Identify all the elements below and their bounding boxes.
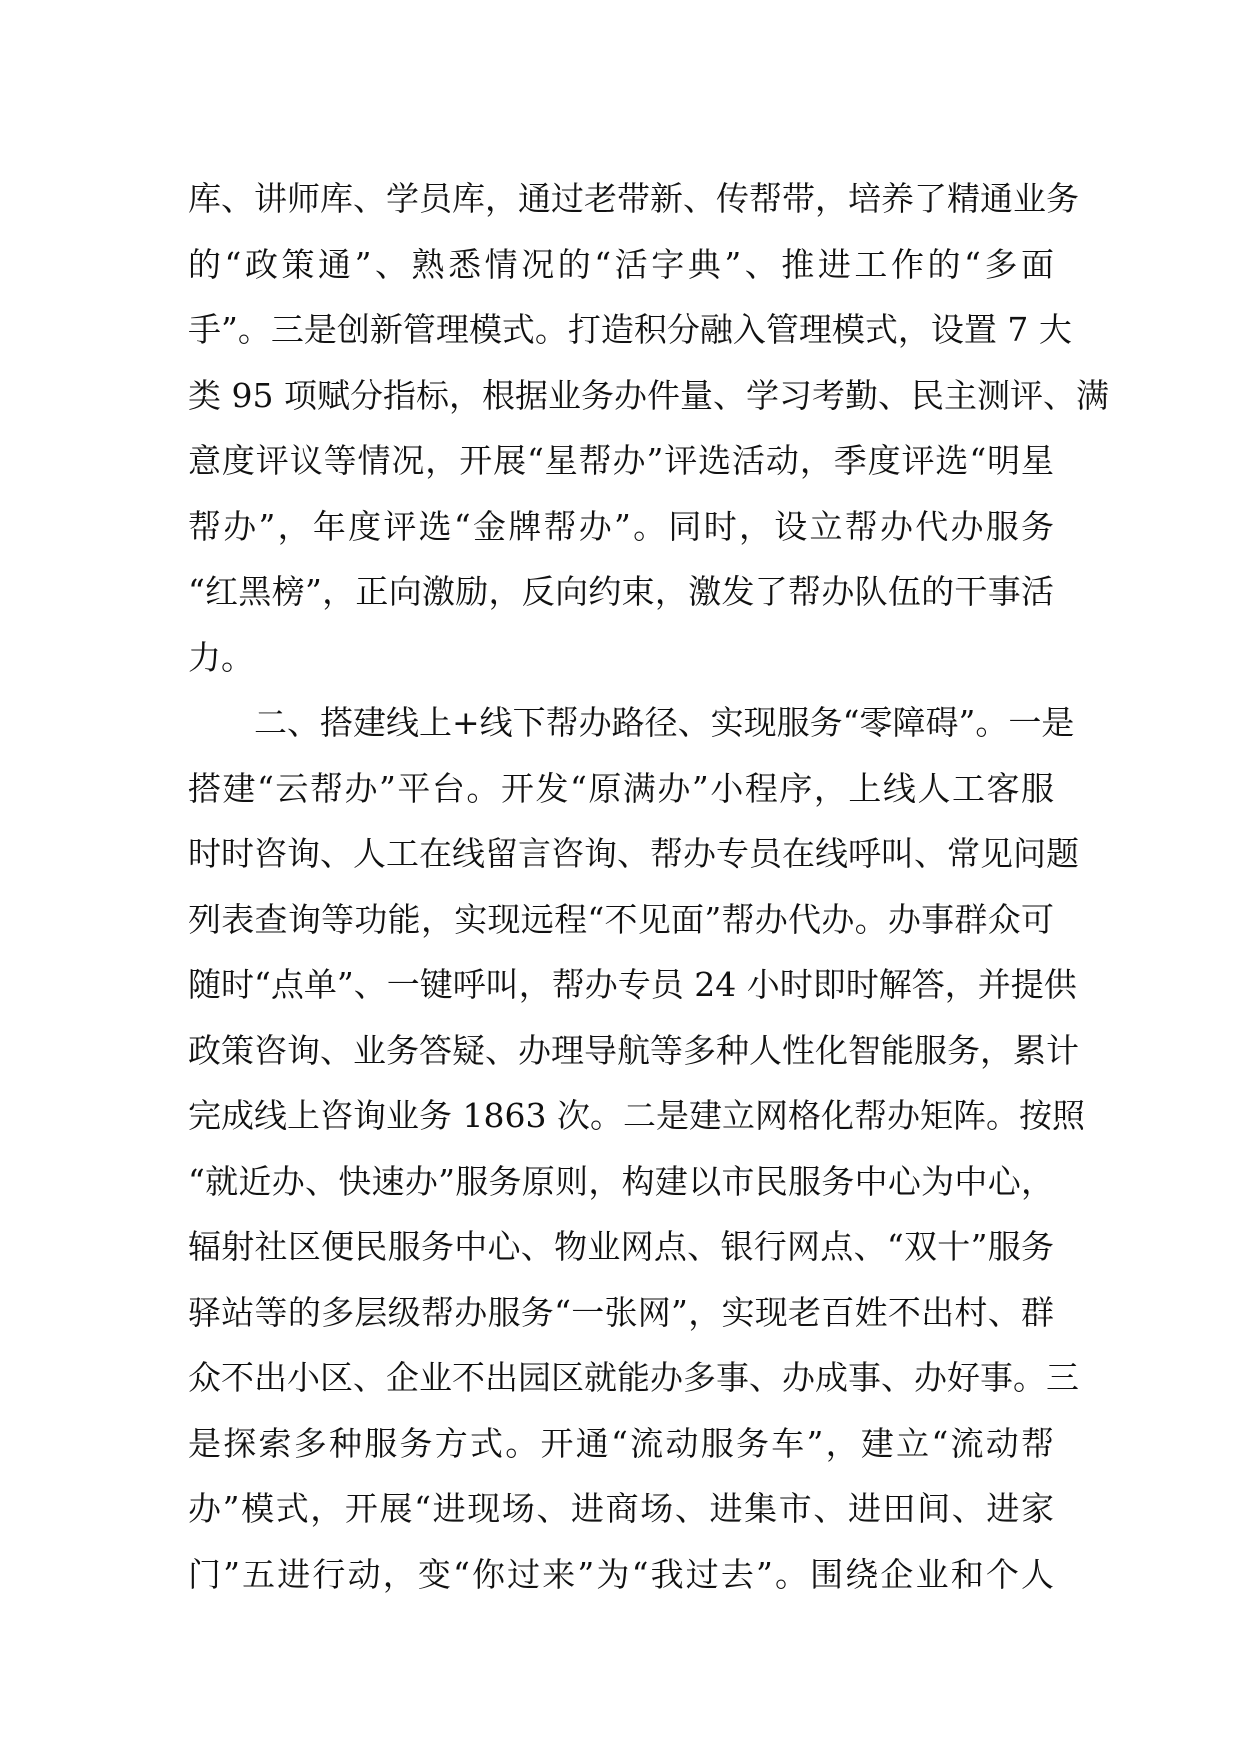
text-line: 时时咨询、人工在线留言咨询、帮办专员在线呼叫、常见问题: [188, 834, 1079, 873]
text-line: 门”五进行动，变“你过来”为“我过去”。围绕企业和个人: [188, 1554, 1054, 1594]
text-line: 政策咨询、业务答疑、办理导航等多种人性化智能服务，累计: [188, 1030, 1079, 1070]
text-line: 库、讲师库、学员库，通过老带新、传帮带，培养了精通业务: [188, 179, 1079, 218]
text-line: 众不出小区、企业不出园区就能办多事、办成事、办好事。三: [188, 1358, 1079, 1397]
text-line: 驿站等的多层级帮办服务“一张网”，实现老百姓不出村、群: [188, 1292, 1054, 1332]
text-line: 列表查询等功能，实现远程“不见面”帮办代办。办事群众可: [188, 899, 1054, 939]
text-line: 帮办”，年度评选“金牌帮办”。同时，设立帮办代办服务: [188, 506, 1054, 546]
text-line: “红黑榜”，正向激励，反向约束，激发了帮办队伍的干事活: [188, 572, 1054, 611]
body-text: [188, 166, 1109, 1607]
text-line: 辐射社区便民服务中心、物业网点、银行网点、“双十”服务: [188, 1227, 1054, 1266]
text-line: 随时“点单”、一键呼叫，帮办专员 24 小时即时解答，并提供: [188, 965, 1077, 1004]
text-line: 手”。三是创新管理模式。打造积分融入管理模式，设置 7 大: [188, 310, 1072, 349]
section-heading-line: 二、搭建线上+线下帮办路径、实现服务“零障碍”。一是: [254, 703, 1075, 742]
text-line: 意度评议等情况，开展“星帮办”评选活动，季度评选“明星: [188, 441, 1054, 480]
text-line: 完成线上咨询业务 1863 次。二是建立网格化帮办矩阵。按照: [188, 1096, 1085, 1135]
text-line: 的“政策通”、熟悉情况的“活字典”、推进工作的“多面: [188, 244, 1054, 284]
text-line: 搭建“云帮办”平台。开发“原满办”小程序，上线人工客服: [188, 768, 1054, 808]
text-line: “就近办、快速办”服务原则，构建以市民服务中心为中心，: [188, 1161, 1054, 1201]
text-line: 办”模式，开展“进现场、进商场、进集市、进田间、进家: [188, 1489, 1054, 1528]
paragraph-end-line: 力。: [188, 637, 254, 677]
text-line: 是探索多种服务方式。开通“流动服务车”，建立“流动帮: [188, 1423, 1054, 1463]
text-line: 类 95 项赋分指标，根据业务办件量、学习考勤、民主测评、满: [188, 375, 1109, 415]
